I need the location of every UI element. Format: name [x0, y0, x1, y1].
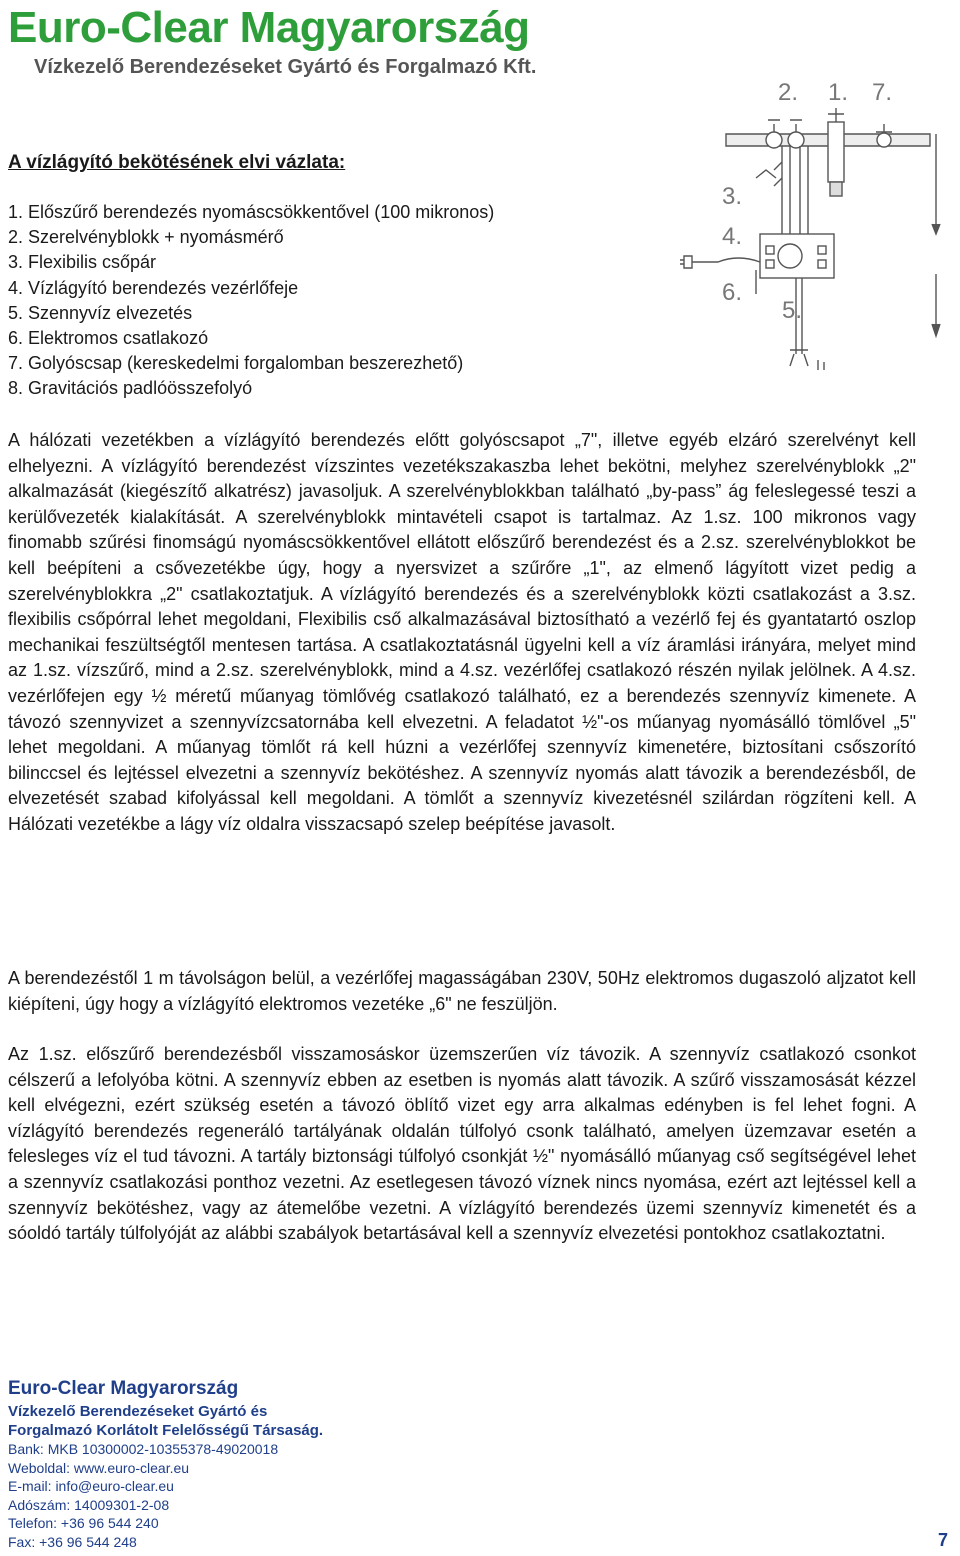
- footer-tax-number: Adószám: 14009301-2-08: [8, 1496, 170, 1513]
- footer-company-line2: Forgalmazó Korlátolt Felelősségű Társaság.: [8, 1422, 324, 1439]
- company-logo: [8, 2, 536, 80]
- paragraph-installation: A hálózati vezetékben a vízlágyító berendezés előtt golyóscsapot „7", illetve egyéb elzáró szerelvényt kell elhelyezni. A vízlágyító berendezést vízszintes vezetékszakaszba lehet bekötni, melyhez szerelvényblokk „2" alkalmazását (kiegészítő alkatrész) javasoljuk. A szerelvényblokkban található „by-pass” ág feleslegessé teszi a kerülővezeték kialakítását. A szerelvényblokk mintavételi csapot is tartalmaz. Az 1.sz. 100 mikronos vagy finomabb szűrési finomságú nyomáscsökkentővel ellátott előszűrő berendezést és a 2.sz. szerelvényblokkot be kell beépíteni a csővezetékbe úgy, hogy a nyersvizet a szűrőre „1", az elmenő lágyított vizet pedig a szerelvényblokkra „2" csatlakoztatjuk. A vízlágyító berendezés és a szerelvényblokk közti csatlakozást a 3.sz. flexibilis csőpórral lehet megoldani, Flexibilis cső alkalmazásával biztosítható a vezérlő fej és gyantatartó oszlop mechanikai feszültségtől mentesen tartása. A csatlakoztatásnál ügyelni kell a víz áramlási irányára, melyet mind az 1.sz. vízszűrő, mind a 2.sz. szerelvényblokk, mind a 4.sz. vezérlőfej csatlakozó részén nyilak jelölnek. A 4.sz. vezérlőfejen egy ½ méretű műanyag tömlővég csatlakozó található, ez a berendezés szennyvíz kimenete. A távozó szennyvizet a szennyvízcsatornába kell elvezetni. A feladatot ½"-os műanyag nyomásálló tömlővel „5" lehet megoldani. A műanyag tömlőt rá kell húzni a vezérlőfej szennyvíz kimenetére, biztosítani csőszorító bilinccsel és lejtéssel elvezetni a szennyvíz bekötéshez. A szennyvíz nyomás alatt távozik a berendezésből, de elvezetését szabad kifolyással kell megoldani. A tömlőt a szennyvíz kivezetésnél szilárdan rögzíteni kell. A Hálózati vezetékbe a lágy víz oldalra visszacsapó szelep beépítése javasolt.: [8, 430, 916, 834]
- paragraph-wastewater: Az 1.sz. előszűrő berendezésből visszamosáskor üzemszerűen víz távozik. A szennyvíz csatlakozó csonkot célszerű a lefolyóba kötni. A szennyvíz ebben az esetben is nyomás alatt távozik. A szűrő visszamosását kézzel kell elvégezni, ezért szükség esetén a távozó öblítő vizet egy arra alkalmas edényben is fel lehet fogni. A vízlágyító berendezés regeneráló tartályának oldalán túlfolyó csonk található, amelyen üzemzavar esetén a felesleges víz el tud távozni. A tartály biztonsági túlfolyó csonkját ½" nyomásálló műanyag cső segítségével lehet a szennyvíz csatlakozási ponthoz vezetni. Az esetlegesen távozó víznek nincs nyomása, ezért azt lejtéssel kell a szennyvíz bekötéshez, vagy az átemelőbe vezetni. A vízlágyító berendezés üzemi szennyvíz kimenetét és a sóoldó tartály túlfolyóját az alábbi szabályok betartásával kell a szennyvíz elvezetési pontokhoz csatlakoztatni.: [8, 1044, 916, 1244]
- list-item: 3. Flexibilis csőpár: [8, 252, 157, 273]
- paragraph-electrical: A berendezéstől 1 m távolságon belül, a vezérlőfej magasságában 230V, 50Hz elektromos dugaszoló aljzatot kell kiépíteni, úgy hogy a vízlágyító elektromos vezetéke „6" ne feszüljön.: [8, 968, 916, 1014]
- footer-brand: Euro-Clear Magyarország: [8, 1378, 239, 1399]
- diagram-label-3: 3.: [722, 183, 743, 210]
- diagram-label-7: 7.: [872, 79, 893, 106]
- diagram-label-5: 5.: [782, 297, 803, 324]
- diagram-label-2: 2.: [778, 79, 799, 106]
- list-item: 2. Szerelvényblokk + nyomásmérő: [8, 227, 284, 248]
- footer-bank: Bank: MKB 10300002-10355378-49020018: [8, 1441, 279, 1457]
- footer-phone: Telefon: +36 96 544 240: [8, 1515, 159, 1532]
- footer-fax: Fax: +36 96 544 248: [8, 1533, 137, 1550]
- list-item: 8. Gravitációs padlóösszefolyó: [8, 378, 253, 399]
- logo-brand-name: Euro-Clear Magyarország: [8, 3, 530, 52]
- footer-contact-block: [8, 1376, 323, 1552]
- section-title: A vízlágyító bekötésének elvi vázlata:: [8, 152, 346, 173]
- list-item: 1. Előszűrő berendezés nyomáscsökkentővel (100 mikronos): [8, 202, 495, 222]
- page-number: 7: [937, 1530, 948, 1550]
- component-list: [8, 200, 494, 402]
- diagram-label-1: 1.: [828, 79, 849, 106]
- connection-diagram: [678, 74, 948, 374]
- list-item: 7. Golyóscsap (kereskedelmi forgalomban beszerezhető): [8, 353, 464, 374]
- list-item: 6. Elektromos csatlakozó: [8, 328, 209, 349]
- list-item: 4. Vízlágyító berendezés vezérlőfeje: [8, 277, 299, 298]
- footer-company-line1: Vízkezelő Berendezéseket Gyártó és: [8, 1403, 268, 1420]
- list-item: 5. Szennyvíz elvezetés: [8, 302, 193, 323]
- logo-tagline: Vízkezelő Berendezéseket Gyártó és Forgalmazó Kft.: [34, 56, 537, 78]
- footer-website: Weboldal: www.euro-clear.eu: [8, 1459, 190, 1476]
- footer-email: E-mail: info@euro-clear.eu: [8, 1478, 174, 1495]
- diagram-label-6: 6.: [722, 279, 743, 306]
- diagram-label-4: 4.: [722, 223, 743, 250]
